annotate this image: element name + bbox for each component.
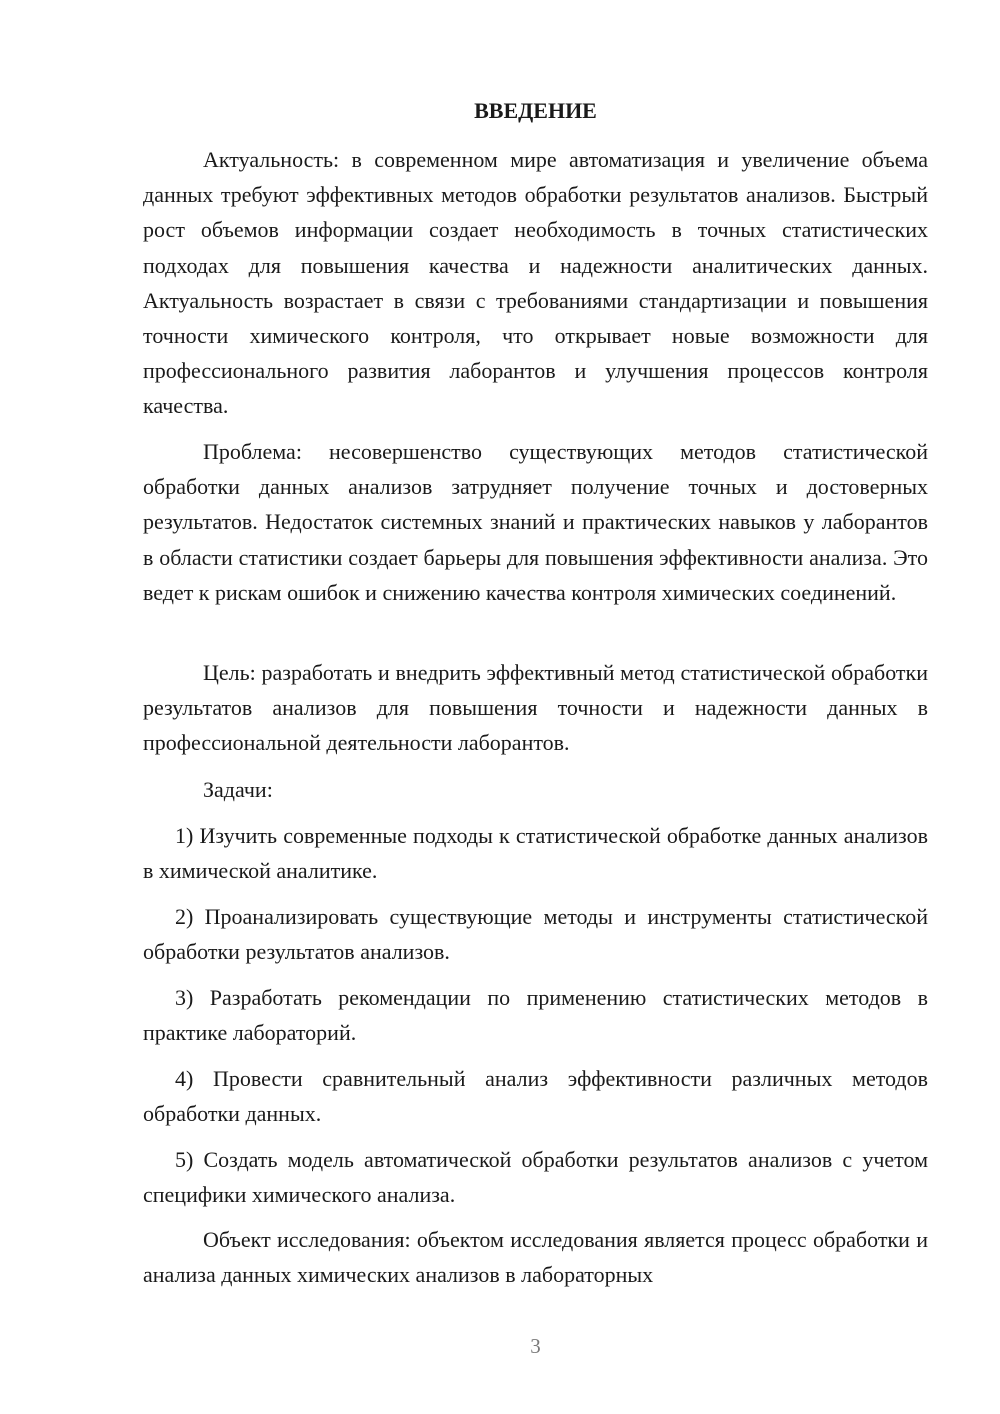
paragraph-relevance: Актуальность: в современном мире автоматизация и увеличение объема данных требуют эффективных методов обработки результатов анализов. Быстрый рост объемов информации создает необходимость в точных статистических подходах для повышения качества и надежности аналитических данных. Актуальность возрастает в связи с требованиями стандартизации и повышения точности химического контроля, что открывает новые возможности для профессионального развития лаборантов и улучшения процессов контроля качества. [143,147,928,419]
task-item-2: 2) Проанализировать существующие методы и инструменты статистической обработки результатов анализов. [143,904,928,965]
paragraph-goal: Цель: разработать и внедрить эффективный метод статистической обработки результатов анализов для повышения точности и надежности данных в профессиональной деятельности лаборантов. [143,660,928,756]
task-item-5: 5) Создать модель автоматической обработки результатов анализов с учетом специфики химического анализа. [143,1147,928,1208]
paragraph-object: Объект исследования: объектом исследования является процесс обработки и анализа данных химических анализов в лабораторных [143,1227,928,1288]
paragraph-problem: Проблема: несовершенство существующих методов статистической обработки данных анализов затрудняет получение точных и достоверных результатов. Недостаток системных знаний и практических навыков у лаборантов в области статистики создает барьеры для повышения эффективности анализа. Это ведет к рискам ошибок и снижению качества контроля химических соединений. [143,439,928,605]
document-page [143,0,928,1414]
task-item-1: 1) Изучить современные подходы к статистической обработке данных анализов в химической аналитике. [143,823,928,884]
task-item-4: 4) Провести сравнительный анализ эффективности различных методов обработки данных. [143,1066,928,1127]
tasks-label: Задачи: [203,777,273,802]
section-heading: ВВЕДЕНИЕ [474,98,597,123]
task-item-3: 3) Разработать рекомендации по применению статистических методов в практике лабораторий. [143,985,928,1046]
page-number: 3 [530,1334,541,1358]
